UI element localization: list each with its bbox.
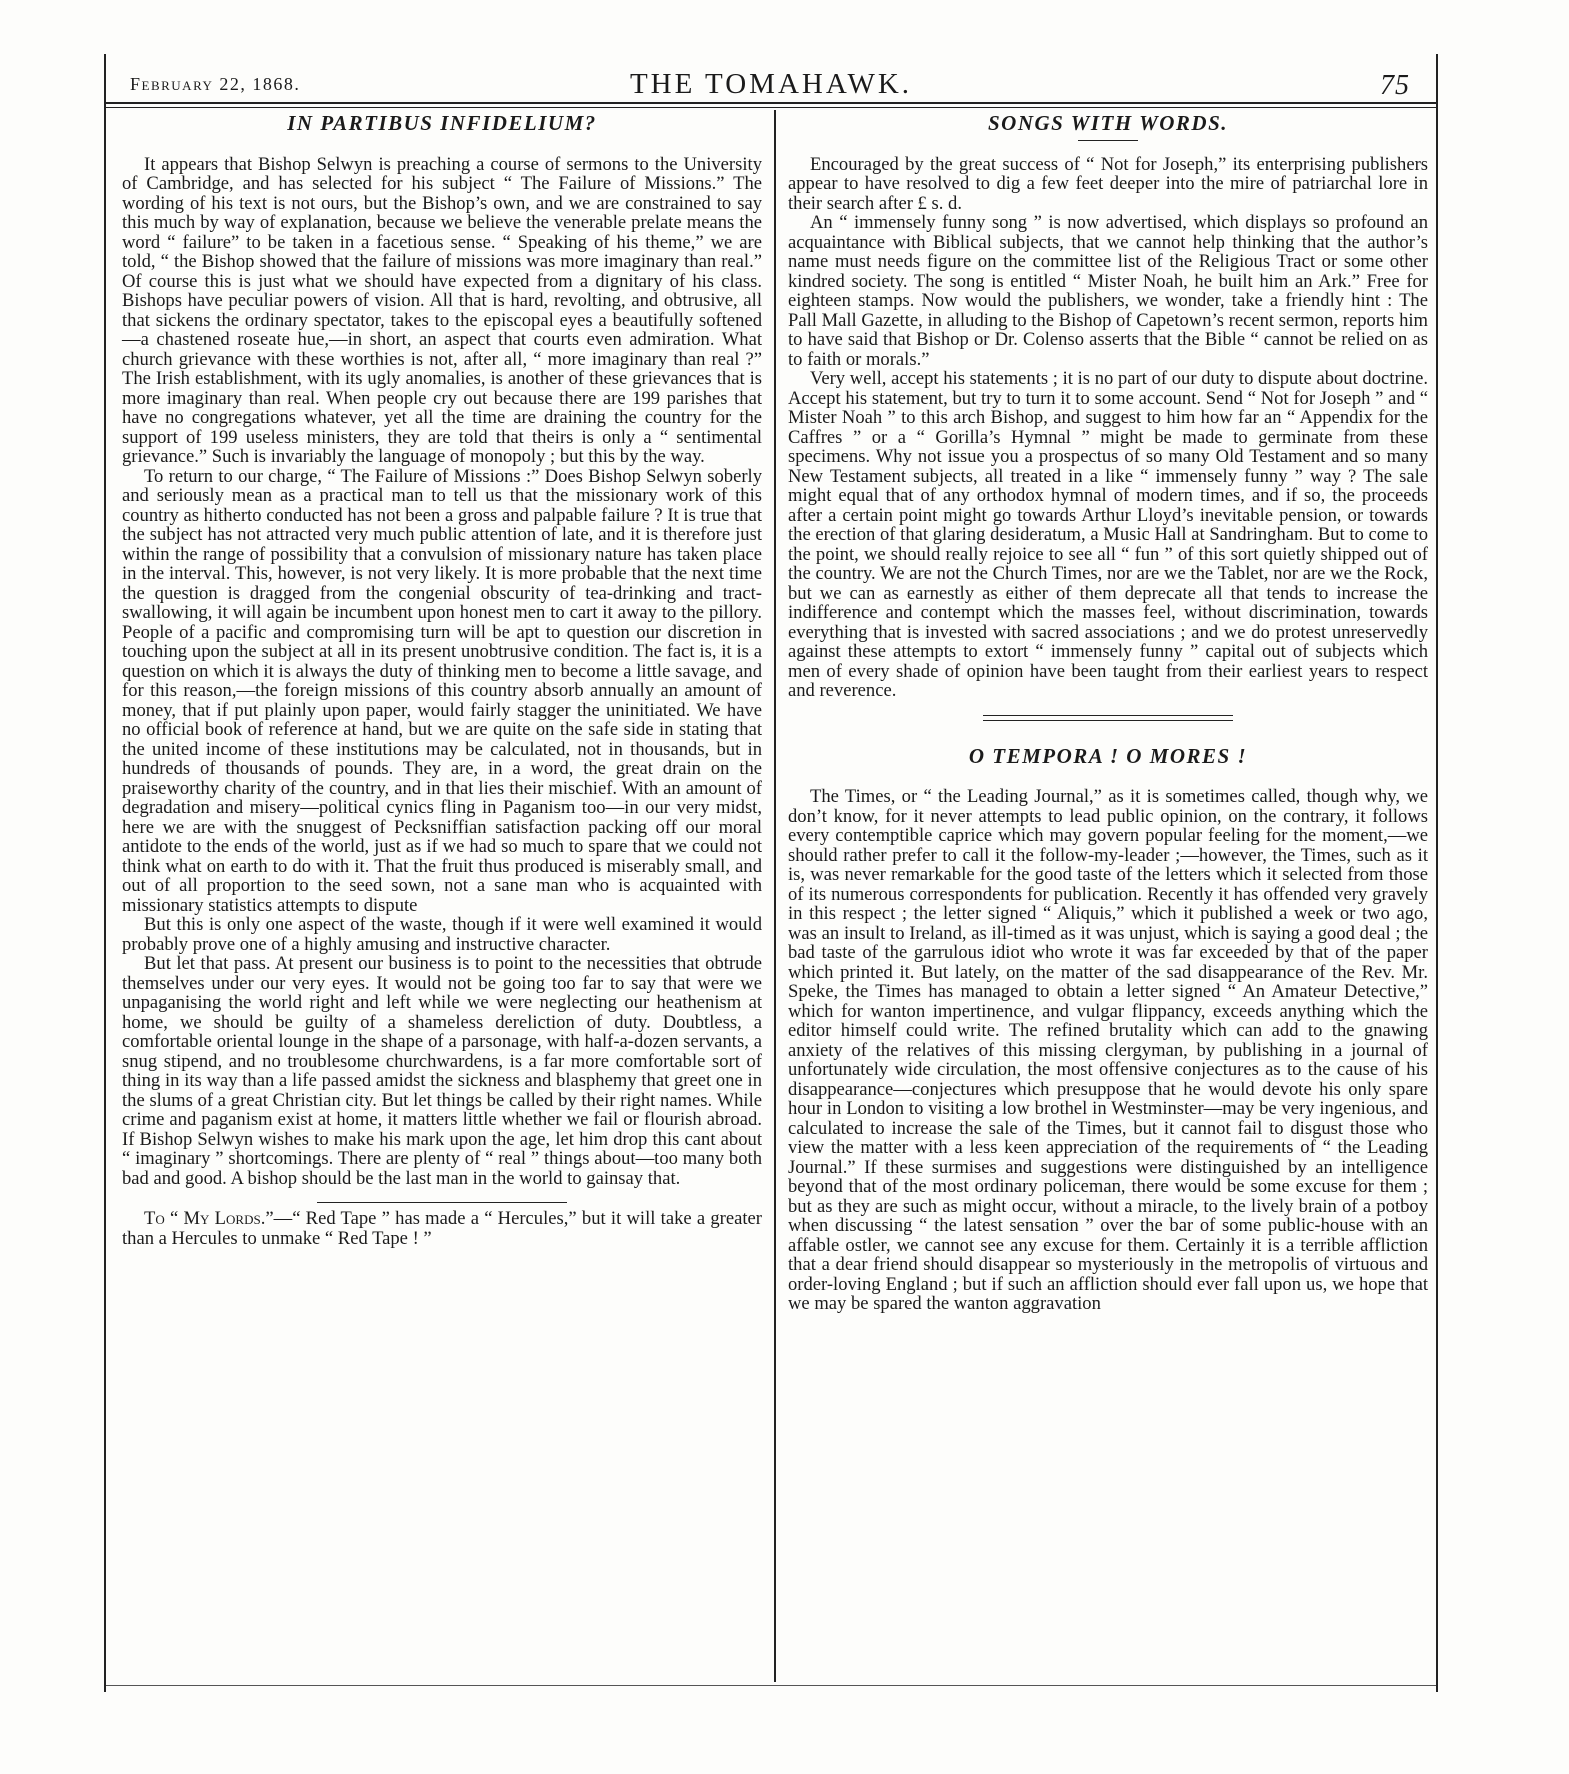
column-divider [774, 110, 776, 1682]
short-note [122, 1209, 762, 1248]
article-heading: O TEMPORA ! O MORES ! [968, 743, 1248, 768]
publication-title: THE TOMAHAWK. [629, 68, 913, 100]
note-text: —“ Red Tape ” has made a “ Hercules,” but it will take a greater than a Hercules to unmake “ Red Tape ! ” [122, 1208, 762, 1249]
header-rule [106, 102, 1436, 104]
article-heading: IN PARTIBUS INFIDELIUM? [287, 111, 597, 135]
article-paragraph: But this is only one aspect of the waste, though if it were well examined it would probably prove one of a highly amusing and instructive character. [122, 914, 762, 955]
newspaper-page [104, 54, 1438, 1692]
article-paragraph: The Times, or “ the Leading Journal,” as it is sometimes called, though why, we don’t know, for it never attempts to lead public opinion, on the contrary, it follows every contemptible caprice which may govern popular feeling for the moment,—we should rather prefer to call it the follow-my-leader ;—however, the Times, such as it is, was never remarkable for the good taste of the letters which it selected from those of its numerous correspondents for publication. Recently it has offended very gravely in this respect ; the letter signed “ Aliquis,” which it published a week or two ago, was an insult to Ireland, as ill-timed as it was unjust, which is saying a good deal ; the bad taste of the garrulous idiot who wrote it was far exceeded by that of the paper which printed it. But lately, on the matter of the sad disappearance of the Rev. Mr. Speke, the Times has managed to obtain a letter signed “ An Amateur Detective,” which for wanton impertinence, and vulgar flippancy, exceeds anything which the editor himself could write. The refined brutality which can add to the gnawing anxiety of the relatives of this missing clergyman, by publishing in a journal of unfortunately wide circulation, the most offensive conjectures as to the cause of his disappearance—conjectures which presuppose that he would devote his only spare hour in London to visiting a low brothel in Westminster—may be very ingenious, and calculated to increase the sale of the Times, but it cannot fail to disgust those who view the matter with a less keen appreciation of the requirements of “ the Leading Journal.” If these surmises and suggestions were distinguished by an intelligence beyond that of the most ordinary policeman, there would be some excuse for them ; but as they are such as might occur, without a miracle, to the lively brain of a potboy when discussing “ the latest sensation ” over the bar of some public-house with an affable ostler, we cannot see any excuse for them. Certainly it is a terrible affliction that a dear friend should disappear so mysteriously in the metropolis of virtuous and order-loving England ; but if such an affliction should ever fall upon us, we hope that we may be spared the wanton aggravation [788, 786, 1428, 1314]
article-paragraph: To return to our charge, “ The Failure of Missions :” Does Bishop Selwyn soberly and seriously mean as a practical man to tell us that the missionary work of this country as hitherto conducted has not been a gross and palpable failure ? It is true that the subject has not attracted very much public attention of late, and it is therefore just within the range of possibility that a convulsion of missionary nature has taken place in the interval. This, however, is not very likely. It is more probable that the next time the question is dragged from the congenial obscurity of tea-drinking and tract-swallowing, it will again be incumbent upon honest men to cart it away to the pillory. People of a pacific and compromising turn will be apt to question our discretion in touching upon the subject at all in its present unobtrusive condition. The fact is, it is a question on which it is always the duty of thinking men to become a little savage, and for this reason,—the foreign missions of this country absorb annually an amount of money, that if put plainly upon paper, would fairly stagger the uninitiated. We have no official book of reference at hand, but we are quite on the safe side in stating that the united income of these institutions may be calculated, not in thousands, but in hundreds of thousands of pounds. They are, in a word, the great drain on the praiseworthy charity of the country, and in that lies their mischief. With an amount of degradation and misery—political cynics fling in Paganism too—in our very midst, here we are with the snuggest of Pecksniffian satisfaction packing off our moral antidote to the ends of the world, just as if we had so much to spare that we could not think what on earth to do with it. That the fruit thus produced is miserably small, and out of all proportion to the seed sown, not a sane man who is acquainted with missionary statistics attempts to dispute [122, 465, 762, 916]
section-separator [317, 1202, 567, 1203]
article-heading: SONGS WITH WORDS. [987, 111, 1229, 135]
article-paragraph: It appears that Bishop Selwyn is preaching a course of sermons to the University of Cambridge, and has selected for his subject “ The Failure of Missions.” The wording of his text is not ours, but the Bishop’s own, and we are constrained to say this much by way of explanation, because we believe the venerable prelate means the word “ failure” to be taken in a facetious sense. “ Speaking of his theme,” we are told, “ the Bishop showed that the failure of missions was more imaginary than real.” Of course this is just what we should have expected from a dignitary of his class. Bishops have peculiar powers of vision. All that is hard, revolting, and obtrusive, all that sickens the ordinary spectator, takes to the episcopal eyes a beautifully softened—a chastened roseate hue,—in short, an aspect that courts even admiration. What church grievance with these worthies is not, after all, “ more imaginary than real ?” The Irish establishment, with its ugly anomalies, is another of these grievances that is more imaginary than real. When people cry out because there are 199 parishes that have no congregations whatever, yet all the time are draining the country for the support of 199 useless ministers, they are told that theirs is only a “ sentimental grievance.” Such is invariably the language of monopoly ; but this by the way. [122, 153, 762, 467]
issue-date: February 22, 1868. [130, 74, 301, 94]
article-paragraph: An “ immensely funny song ” is now advertised, which displays so profound an acquaintance with Biblical subjects, that we cannot help thinking that the author’s name must needs figure on the committee list of the Religious Tract or some other kindred society. The song is entitled “ Mister Noah, he built him an Ark.” Free for eighteen stamps. Now would the publishers, we wonder, take a friendly hint : The Pall Mall Gazette, in alluding to the Bishop of Capetown’s recent sermon, reports him to have said that Bishop or Dr. Colenso asserts that the Bible “ cannot be relied on as to faith or morals.” [788, 212, 1428, 370]
article-paragraph: Very well, accept his statements ; it is no part of our duty to dispute about doctrine. Accept his statement, but try to turn it to some account. Send “ Not for Joseph ” and “ Mister Noah ” to this arch Bishop, and suggest to him how far an “ Appendix for the Caffres ” or a “ Gorilla’s Hymnal ” might be made to germinate from these specimens. Why not issue you a prospectus of so many Old Testament and so many New Testament subjects, all treated in a like “ immensely funny ” way ? The sale might equal that of any orthodox hymnal of modern times, and if so, the proceeds after a certain point might go towards Arthur Lloyd’s inevitable pension, or towards the erection of that glaring desideratum, a Music Hall at Sandringham. But to come to the point, we should really rejoice to see all “ fun ” of this sort quietly shipped out of the country. We are not the Church Times, nor are we the Tablet, nor are we the Rock, but we can as earnestly as either of them deprecate all that tends to increase the indifference and contempt which the masses feel, without discrimination, towards everything that is invested with sacred associations ; and we do protest unreservedly against these attempts to extort “ immensely funny ” capital out of subjects which men of every shade of opinion have been taught from their earliest years to respect and reverence. [788, 368, 1428, 701]
right-column [788, 111, 1428, 1314]
masthead [106, 68, 1436, 101]
header-rule-thin [106, 107, 1436, 108]
article-paragraph: But let that pass. At present our business is to point to the necessities that obtrude themselves under our very eyes. It would not be going too far to say that were we unpaganising the world right and left while we were neglecting our heathenism at home, we should be guilty of a shameless dereliction of duty. Doubtless, a comfortable oriental lounge in the shape of a parsonage, with half-a-dozen servants, a snug stipend, and no troublesome churchwardens, is a far more comfortable sort of thing in its way than a life passed amidst the sickness and blasphemy that greet one in the slums of a great Christian city. But let things be called by their right names. While crime and paganism exist at home, it matters little whether we fail or flourish abroad. If Bishop Selwyn wishes to make his mark upon the age, let him drop this cant about “ imaginary ” shortcomings. There are plenty of “ real ” things about—too many both bad and good. A bishop should be the last man in the world to gainsay that. [122, 953, 762, 1189]
left-column [122, 111, 762, 1249]
note-lead: To “ My Lords.” [144, 1208, 274, 1229]
section-separator [983, 715, 1233, 721]
footer-rule [106, 1685, 1436, 1686]
heading-rule [1078, 140, 1138, 141]
article-paragraph: Encouraged by the great success of “ Not for Joseph,” its enterprising publishers appear to have resolved to dig a few feet deeper into the mire of patriarchal lore in their search after £ s. d. [788, 153, 1428, 214]
page-number: 75 [1380, 70, 1410, 101]
